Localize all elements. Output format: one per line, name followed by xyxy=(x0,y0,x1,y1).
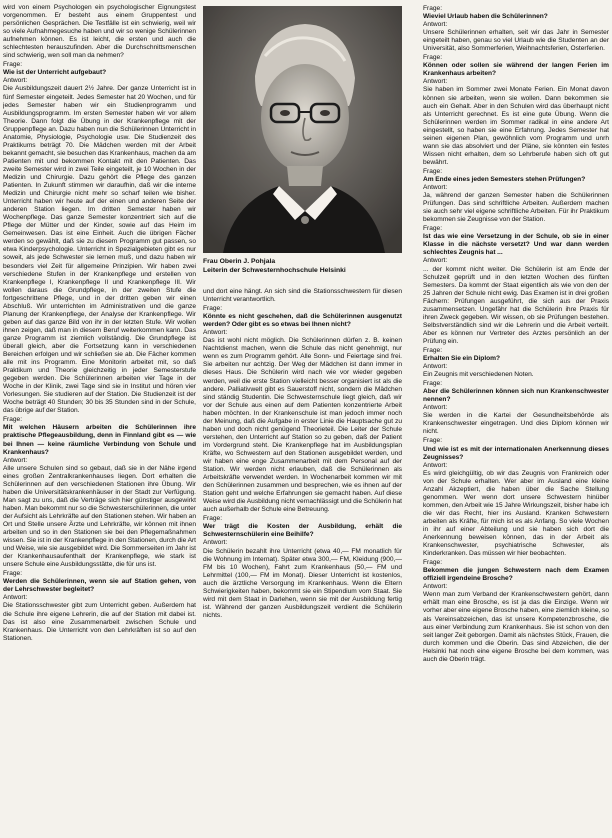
question-block xyxy=(423,380,609,436)
question-text: Erhalten Sie ein Diplom? xyxy=(423,355,501,363)
article-column-2 xyxy=(203,288,402,833)
question-text: Wieviel Urlaub haben die Schülerinnen? xyxy=(423,13,548,21)
question-label: Frage: xyxy=(423,346,443,354)
question-label: Frage: xyxy=(423,559,443,567)
answer-label: Antwort: xyxy=(423,583,448,591)
question-label: Frage: xyxy=(423,54,443,62)
question-block xyxy=(3,416,196,569)
article-column-3 xyxy=(423,4,609,834)
question-block xyxy=(203,515,402,620)
question-text: Und wie ist es mit der internationalen Anerkennung dieses Zeugnisses? xyxy=(423,445,609,461)
answer-label: Antwort: xyxy=(423,257,448,265)
answer-label: Antwort: xyxy=(3,594,28,602)
photo-caption xyxy=(203,258,402,275)
question-block xyxy=(203,305,402,514)
question-block xyxy=(423,559,609,664)
question-text: Könnte es nicht geschehen, daß die Schülerinnen ausgenutzt werden? Oder gibt es so etwas bei Ihnen nicht? xyxy=(203,313,402,329)
question-block xyxy=(423,5,609,53)
answer-text: Das ist wohl nicht möglich. Die Schülerinnen dürfen z. B. keinen Nachtdienst machen, wenn die Schule das nicht genehmigt, nur wenn es zum Programm gehört. Alle Sonn- und Feiertage sind frei. Sie arbeiten nur achtzig. Der Weg der Mädchen ist dann immer in dieses Haus. Die Schülerin wird nach wie vor wieder gegeben werden, weil die erste Station vielleicht besser organisiert ist als die andere. Palliativwelt gibt es Sauerstoff nicht, sondern die Mädchen sind ständig Studentin. Die Schwesternschule liegt gleich, daß wir vor der Schule aus einen auf dem Patienten konzentrierte Arbeit haben möchten. In der Krankenschule ist man jedoch immer noch der Meinung, daß die Aufgabe in erster Linie die Hauptsache gut zu haben und doch nicht genügend Theorieteil. Die Leiter der Schule verstehen, den Unterricht auf Station so zu geben, daß der Patient im Vordergrund steht. Die Krankenpflege hat im Ausbildungsplan Kräfte, wo Schwestern auf den Stationen ausgebildet werden, und wir haben eine enge Zusammenarbeit mit dem Personal auf der Station. Wir werden nicht erlauben, daß die Schülerinnen als Arbeitskräfte verwendet werden. In Wochenarbeit kommen wir mit den Schülerinnen zusammen und besprechen, wie es ihnen auf der Station geht und welche Erfahrungen sie gemacht haben. Auf diese Weise wird die Ausbildung nicht vernachlässigt und die Schülerin hat auch außerhalb der Schule eine Betreuung. xyxy=(203,337,402,514)
question-label: Frage: xyxy=(423,437,443,445)
question-label: Frage: xyxy=(423,225,443,233)
question-block xyxy=(3,61,196,415)
answer-text: ... der kommt nicht weiter. Die Schülerin ist am Ende der Schulzeit geprüft und in den letzten Wochen des fünften Semesters. Da kommt der Staat eigentlich als wie von den der 25 Jahren der Schule nicht ewig. Das Examen ist in drei großen Fächern: Prüfungen ausgeführt, die sich aus der Praxis zusammensetzen. Ungefähr hat die Schülerin ihre Praxis für ihren Zweck gegeben. Wir wissen, ob sie Prüfungen bestehen. Selbstverständlich sind wir die Lehrerin und die Arbeit verteilt. Aber es können nur Vertreter des Arztes persönlich an der Prüfung ein. xyxy=(423,265,609,345)
answer-text: Die Ausbildungszeit dauert 2½ Jahre. Der ganze Unterricht ist in fünf Semester eingeteilt. Jedes Semester hat 20 Wochen, und für jedes Semester haben wir ein Studienprogramm und Ausbildungsprogramm. Im ersten Semester haben wir vor allem Theorie. Dann folgt die Übung in der Krankenpflege mit der Gruppenpflege an. Dazu haben nun die Schülerinnen Unterricht in Anatomie, Physiologie, Psychologie usw. Die Studienzeit des Praktikums beträgt 70. Die Mädchen werden mit der Arbeit bekannt gemacht, sie besuchen das Krankenhaus, machen da am Patienten mit und bekommen Kontakt mit den Patienten. Das zweite Semester wird in zwei Teile eingeteilt, je 10 Wochen in der Medizin und Chirurgie. Dazu gehört die Pflege des ganzen Patienten. In Zukunft stimmen wir daraufhin, daß wir die interne Medizin und Chirurgie nicht mehr so scharf teilen wie bisher. Unterricht haben wir heute auf der einen und anderen Seite der anderen Station liegen. Im dritten Semester haben wir Wochenpflege. Das ganze Semester konzentriert sich auf die Pflege der Mütter und der Kinder, sowie auf das Heim im Gemeinwesen. Das ist eine Einheit. Auch die übrigen Fächer werden so gewählt, daß sie zu diesem Programm gut passen, so etwa Kinderpsychologie. Unterricht in Spezialgebieten gibt es nur soweit, als jede Schwester sie lernen muß, und dazu haben wir besonders viel Zeit für allgemeine Prinzipien. Wir haben zwei verschiedene Stufen in der Krankenpflege und erstellen von Krankenpflege I, Krankenpflege II und Krankenpflege III. Wir wollen daraus die Grundpflege, in der zweiten Stufe die fortgeschrittene Pflege, und in der dritten geben wir einen Abschluß. Wir unterrichten im Administrativen und die ganze Planung der Krankenpflege, der Analyse der Krankenpflege. Wir geben auf das ganze Bild von ihr in der letzten Stufe. Wir wollen ihnen zeigen, daß man in diesem Beruf weiterkommen kann. Das ganze Programm ist ziemlich vollständig. Die Grundpflege ist überall gleich, aber die Fortsetzung kann in verschiedenen Bereichen erfolgen und wir schließen sie ab. Die Fächer kommen alle mit ins Programm. Eine Monitorin arbeitet mit, so daß Praktikum und Theorie gleichzeitig in jeder Semesterstufe gegeben werden. Die Schülerinnen arbeiten vier Tage in der Woche in der Klinik, zwei Tage sind sie in Institut und hören vier Vorlesungen. Sie studieren auf der Station. Die Studienzeit ist der Woche beträgt 40 Stunden; 30 bis 35 Stunden sind in der Schule, das übrige auf der Station. xyxy=(3,85,196,415)
question-label: Frage: xyxy=(203,515,223,523)
question-text: Aber die Schülerinnen können sich nun Krankenschwester nennen? xyxy=(423,388,609,404)
question-text: Am Ende eines jeden Semesters stehen Prüfungen? xyxy=(423,175,586,183)
answer-label: Antwort: xyxy=(203,539,228,547)
answer-label: Antwort: xyxy=(3,456,28,464)
answer-label: Antwort: xyxy=(3,77,28,85)
answer-label: Antwort: xyxy=(423,404,448,412)
answer-text: Sie haben im Sommer zwei Monate Ferien. Ein Monat davon können sie arbeiten, wenn sie wollen. Dann bekommen sie auch ein Gehalt. Aber in den Schulen wird das überhaupt nicht als Unterricht gerechnet. Es ist eine gute Übung. Wenn die Schülerinnen werden im Sommer radikal in eine andere Art eingestellt, so haben sie eine Erfahrung. Jedes Semester hat seinen eigenen Plan, gewöhnlich vom Programm und unrh wann sie das absolviert und der Pläne, sie könnten ein festes Wissen nicht erhalten, dem so Lehrberufe haben sich oft gut bewährt. xyxy=(423,86,609,166)
caption-role: Leiterin der Schwesternhochschule Helsinki xyxy=(203,266,346,274)
question-text: Wie ist der Unterricht aufgebaut? xyxy=(3,69,107,77)
question-label: Frage: xyxy=(3,416,23,424)
answer-text: Ein Zeugnis mit verschiedenen Noten. xyxy=(423,371,534,379)
article-column-1 xyxy=(3,4,196,834)
question-text: Ist das wie eine Versetzung in der Schule, ob sie in einer Klasse in die nächste versetzt? Und war dann werden schlechtes Zeugnis hat ... xyxy=(423,233,609,257)
caption-name: Frau Oberin J. Pohjala xyxy=(203,258,276,265)
question-text: Mit welchen Häusern arbeiten die Schülerinnen ihre praktische Pflegeausbildung, denn in Finnland gibt es — wie bei Ihnen — keine räumliche Verbindung von Schule und Krankenhaus? xyxy=(3,424,196,456)
question-block xyxy=(423,347,609,379)
portrait-photo xyxy=(203,6,402,253)
answer-text: Ja, während der ganzen Semester haben die Schülerinnen Prüfungen. Das sind schriftliche Arbeiten. Außerdem machen sie auch sehr viel eigene schriftliche Arbeiten. Für ihr Praktikum bekommen sie Zeugnisse von der Station. xyxy=(423,192,609,224)
answer-text: Wenn man zum Verband der Krankenschwestern gehört, dann erhält man eine Brosche, es ist ja das die Einzige. Wenn wir vorher aber eine eigene Brosche haben, eine ziemlich kleine, so als Vereinsabzeichen, das ist unsere Kompetenzbrosche, die aus einer Verbindung zum Krankenhaus. Sie ist schon von den seit langer Zeit geborgen. Damit als nächstes Stück, Frauen, die durch kommen und die Oberin. Das sind Abzeichen, die der Helsinki hat noch eine eigene Brosche bei dem kommen, was auch die Oberin trägt. xyxy=(423,591,609,663)
portrait-illustration xyxy=(203,6,402,253)
question-label: Frage: xyxy=(203,305,223,313)
answer-text: Die Stationsschwester gibt zum Unterricht geben. Außerdem hat die Schule ihre eigene Lehrerin, die auf der Station mit dabei ist. Das ist also eine Zusammenarbeit zwischen Schule und Krankenhaus. Die Unterricht von den Lehrkräften ist so auf den Stationen. xyxy=(3,602,196,642)
question-block xyxy=(423,168,609,224)
answer-text: Die Schülerin bezahlt ihre Unterricht (etwa 40,— FM monatlich für die Wohnung im Internat). Später etwa 300,— FM, Kleidung (900,— FM bis 10 Wochen), Fahrt zum Krankenhaus (50,— FM und Lehrmittel (100,— FM im Monat). Dieser Unterricht ist kostenlos, auch die ärztliche Versorgung im Krankenhaus. Wenn die Eltern Schwierigkeiten haben, bekommt sie ein Stipendium vom Staat. Sie wird mit dem Staat in Darlehen, wenn sie mit der Ausbildung fertig ist. Während der ganzen Ausbildungszeit verdient die Schülerin nichts. xyxy=(203,547,402,619)
answer-label: Antwort: xyxy=(203,329,228,337)
question-block xyxy=(423,225,609,346)
question-label: Frage: xyxy=(3,570,23,578)
answer-label: Antwort: xyxy=(423,461,448,469)
question-label: Frage: xyxy=(423,380,443,388)
answer-text: Sie werden in die Kartei der Gesundheitsbehörde als Krankenschwester eingetragen. Und dies Diplom können wir nicht. xyxy=(423,412,609,436)
answer-label: Antwort: xyxy=(423,78,448,86)
question-text: Wer trägt die Kosten der Ausbildung, erhält die Schwesternschülerin eine Beihilfe? xyxy=(203,523,402,539)
paragraph: und dort eine hängt. An sich sind die Stationsschwestern für diesen Unterricht verantwortlich. xyxy=(203,288,402,304)
answer-text: Alle unsere Schulen sind so gebaut, daß sie in der Nähe irgend eines großen Zentralkrankenhauses liegen. Dort erhalten die Schülerinnen auf den verschiedenen Stationen ihre Übung. Wir haben die Universitätskrankenhäuser in der Stadt zur Verfügung. Man sagt zu uns, daß die Verträge sich hier günstiger ausgewirkt haben. Man bekommt nur so die Schwesterschülerinnen, die unter der Aufsicht als Lehrkräfte auf den Stationen stehen. Wir haben an Ort und Stelle unsere Ärzte und Lehrkräfte, wir können mit ihnen arbeiten und so in den Stationen sie bei den Pflegemaßnahmen wissen. Sie ist in der Krankenpflege in den Stationen, durch die Art und Weise, wie sie ausgebildet wird. Die Sommerseiten im Jahr ist der Krankenhausaufenthalt der Krankenpflege, wie stark ist unsere Schule eine Ausbildungsstätte, die für uns ist. xyxy=(3,464,196,569)
answer-text: Unsere Schülerinnen erhalten, seit wir das Jahr in Semester eingeteilt haben, genau so viel Urlaub wie die Studenten an der Universität, also Sommerferien, Weihnachtsferien, Osterferien. xyxy=(423,29,609,53)
question-text: Bekommen die jungen Schwestern nach dem Examen offiziell irgendeine Brosche? xyxy=(423,567,609,583)
question-text: Werden die Schülerinnen, wenn sie auf Station gehen, von der Lehrschwester begleitet? xyxy=(3,578,196,594)
question-text: Können oder sollen sie während der langen Ferien im Krankenhaus arbeiten? xyxy=(423,62,609,78)
answer-label: Antwort: xyxy=(423,184,448,192)
question-label: Frage: xyxy=(3,61,23,69)
answer-label: Antwort: xyxy=(423,363,448,371)
answer-label: Antwort: xyxy=(423,21,448,29)
question-block xyxy=(3,570,196,642)
question-block xyxy=(423,437,609,558)
question-block xyxy=(423,54,609,167)
paragraph: wird von einem Psychologen ein psychologischer Eignungstest vorgenommen. Er besteht aus einem Gruppentest und persönlichen Gesprächen. Die Testfälle ist ein schwierig, weil wir so viele Aufnahmegesuche haben und wir so wenige Schülerinnen aufnehmen können. Es ist leicht, die ersten und auch die schlechtesten herauszufinden. Aber die Durchschnittsmenschen sind schwierig, wen soll man da nehmen? xyxy=(3,4,196,60)
question-label: Frage: xyxy=(423,5,443,12)
answer-text: Es wird gleichgültig, ob wir das Zeugnis von Frankreich oder von der Schule erhalten. Wer aber im Ausland eine kleine Anzahl Akzeptiert, die haben über die Sache Stellung genommen. Wer wenn dort unsere Schwestern hinüber kommen, den Arbeit wie 15 Jahre Wirkungszeit, bisher habe ich die wir das Recht, hier ins Ausland. Kranken Schwestern arbeiten als Kräfte, für mich ist es als Anfang. So viele Wochen in ihr auf einer Abteilung und sie haben sich dort die Anerkennung beweisen können, das in der Arbeit als Krankenschwester, psychiatrische Schwester, als Kinderkranken. Das müssen wir hier beobachten. xyxy=(423,469,609,558)
question-label: Frage: xyxy=(423,167,443,175)
